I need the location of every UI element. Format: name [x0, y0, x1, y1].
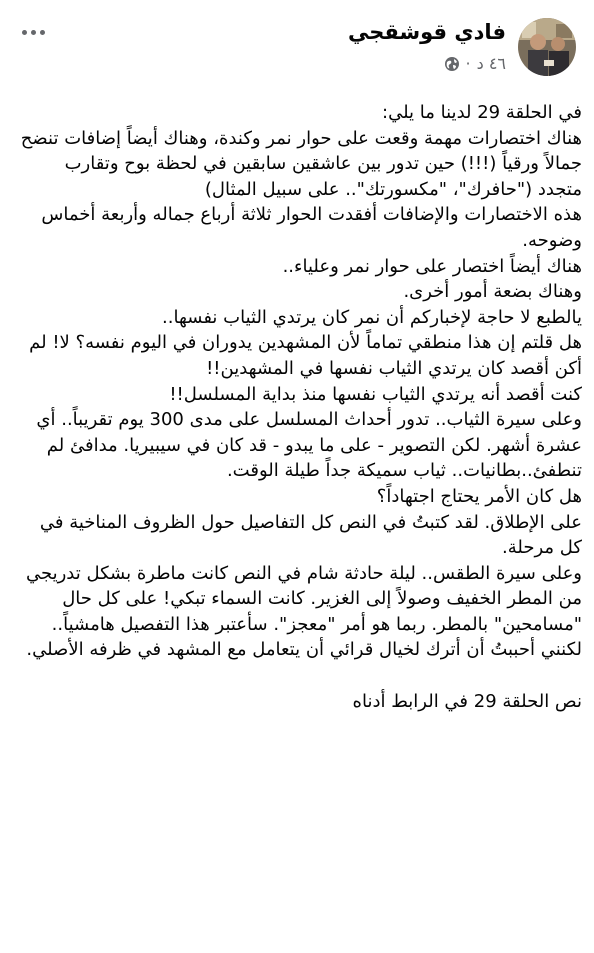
avatar[interactable]: [518, 18, 576, 76]
post-blank-line: [16, 663, 582, 689]
globe-icon[interactable]: [444, 56, 460, 72]
post-paragraph: وعلى سيرة الثياب.. تدور أحداث المسلسل على مدى 300 يوم تقريباً.. أي عشرة أشهر. لكن التصوير - على ما يبدو - قد كان في سيبيريا. مدافئ لم تنطفئ..بطانيات.. ثياب سميكة جداً طيلة الوقت.: [36, 409, 582, 482]
post-paragraph: وعلى سيرة الطقس.. ليلة حادثة شام في النص كانت ماطرة بشكل تدريجي من المطر الخفيف وصولاً إلى الغزير. كانت السماء تبكي! على كل حال "مسامحين" بالمطر. ربما هو أمر "معجز". سأعتبر هذا التفصيل هامشياً.. لكنني أحببتُ أن أترك لخيال قرائي أن يتعامل مع المشهد في ظرفه الأصلي.: [25, 562, 582, 661]
post-paragraph: على الإطلاق. لقد كتبتُ في النص كل التفاصيل حول الظروف المناخية في كل مرحلة.: [39, 511, 582, 559]
post-meta: [348, 54, 506, 73]
more-options-icon: [22, 30, 27, 35]
post-paragraph: كنت أقصد أنه يرتدي الثياب نفسها منذ بداية المسلسل!!: [169, 383, 582, 405]
post-paragraph: وهناك بضعة أمور أخرى.: [403, 281, 582, 303]
post-body: [16, 100, 582, 714]
post-link-caption: نص الحلقة 29 في الرابط أدناه: [352, 690, 582, 712]
post-paragraph: هناك أيضاً اختصار على حوار نمر وعلياء..: [282, 255, 582, 277]
post-paragraph: هناك اختصارات مهمة وقعت على حوار نمر وكندة، وهناك أيضاً إضافات تنضح جمالاً ورقياً (!!!) حين تدور بين عاشقين سابقين في لحظة بوح وتقارب متجدد ("حافرك"، "مكسورتك".. على سبيل المثال): [20, 127, 582, 200]
meta-separator: ·: [465, 54, 471, 73]
post-paragraph: في الحلقة 29 لدينا ما يلي:: [382, 102, 582, 123]
post-paragraph: هذه الاختصارات والإضافات أفقدت الحوار ثلاثة أرباع جماله وأربعة أخماس وضوحه.: [41, 204, 582, 251]
post-paragraph: يالطبع لا حاجة لإخباركم أن نمر كان يرتدي الثياب نفسها..: [162, 306, 582, 328]
post-paragraph: هل كان الأمر يحتاج اجتهاداً؟: [376, 485, 582, 507]
more-options-button[interactable]: [22, 22, 52, 42]
author-name[interactable]: فادي قوشقجي: [347, 20, 506, 44]
author-block: [348, 18, 506, 73]
post-timestamp[interactable]: ٤٦ د: [476, 54, 506, 73]
avatar-photo: [518, 18, 576, 76]
post-paragraph: هل قلتم إن هذا منطقي تماماً لأن المشهدين يدوران في اليوم نفسه؟ لا! لم أكن أقصد كان يرتدي الثياب نفسها في المشهدين!!: [29, 332, 582, 379]
post-header: [0, 0, 594, 90]
